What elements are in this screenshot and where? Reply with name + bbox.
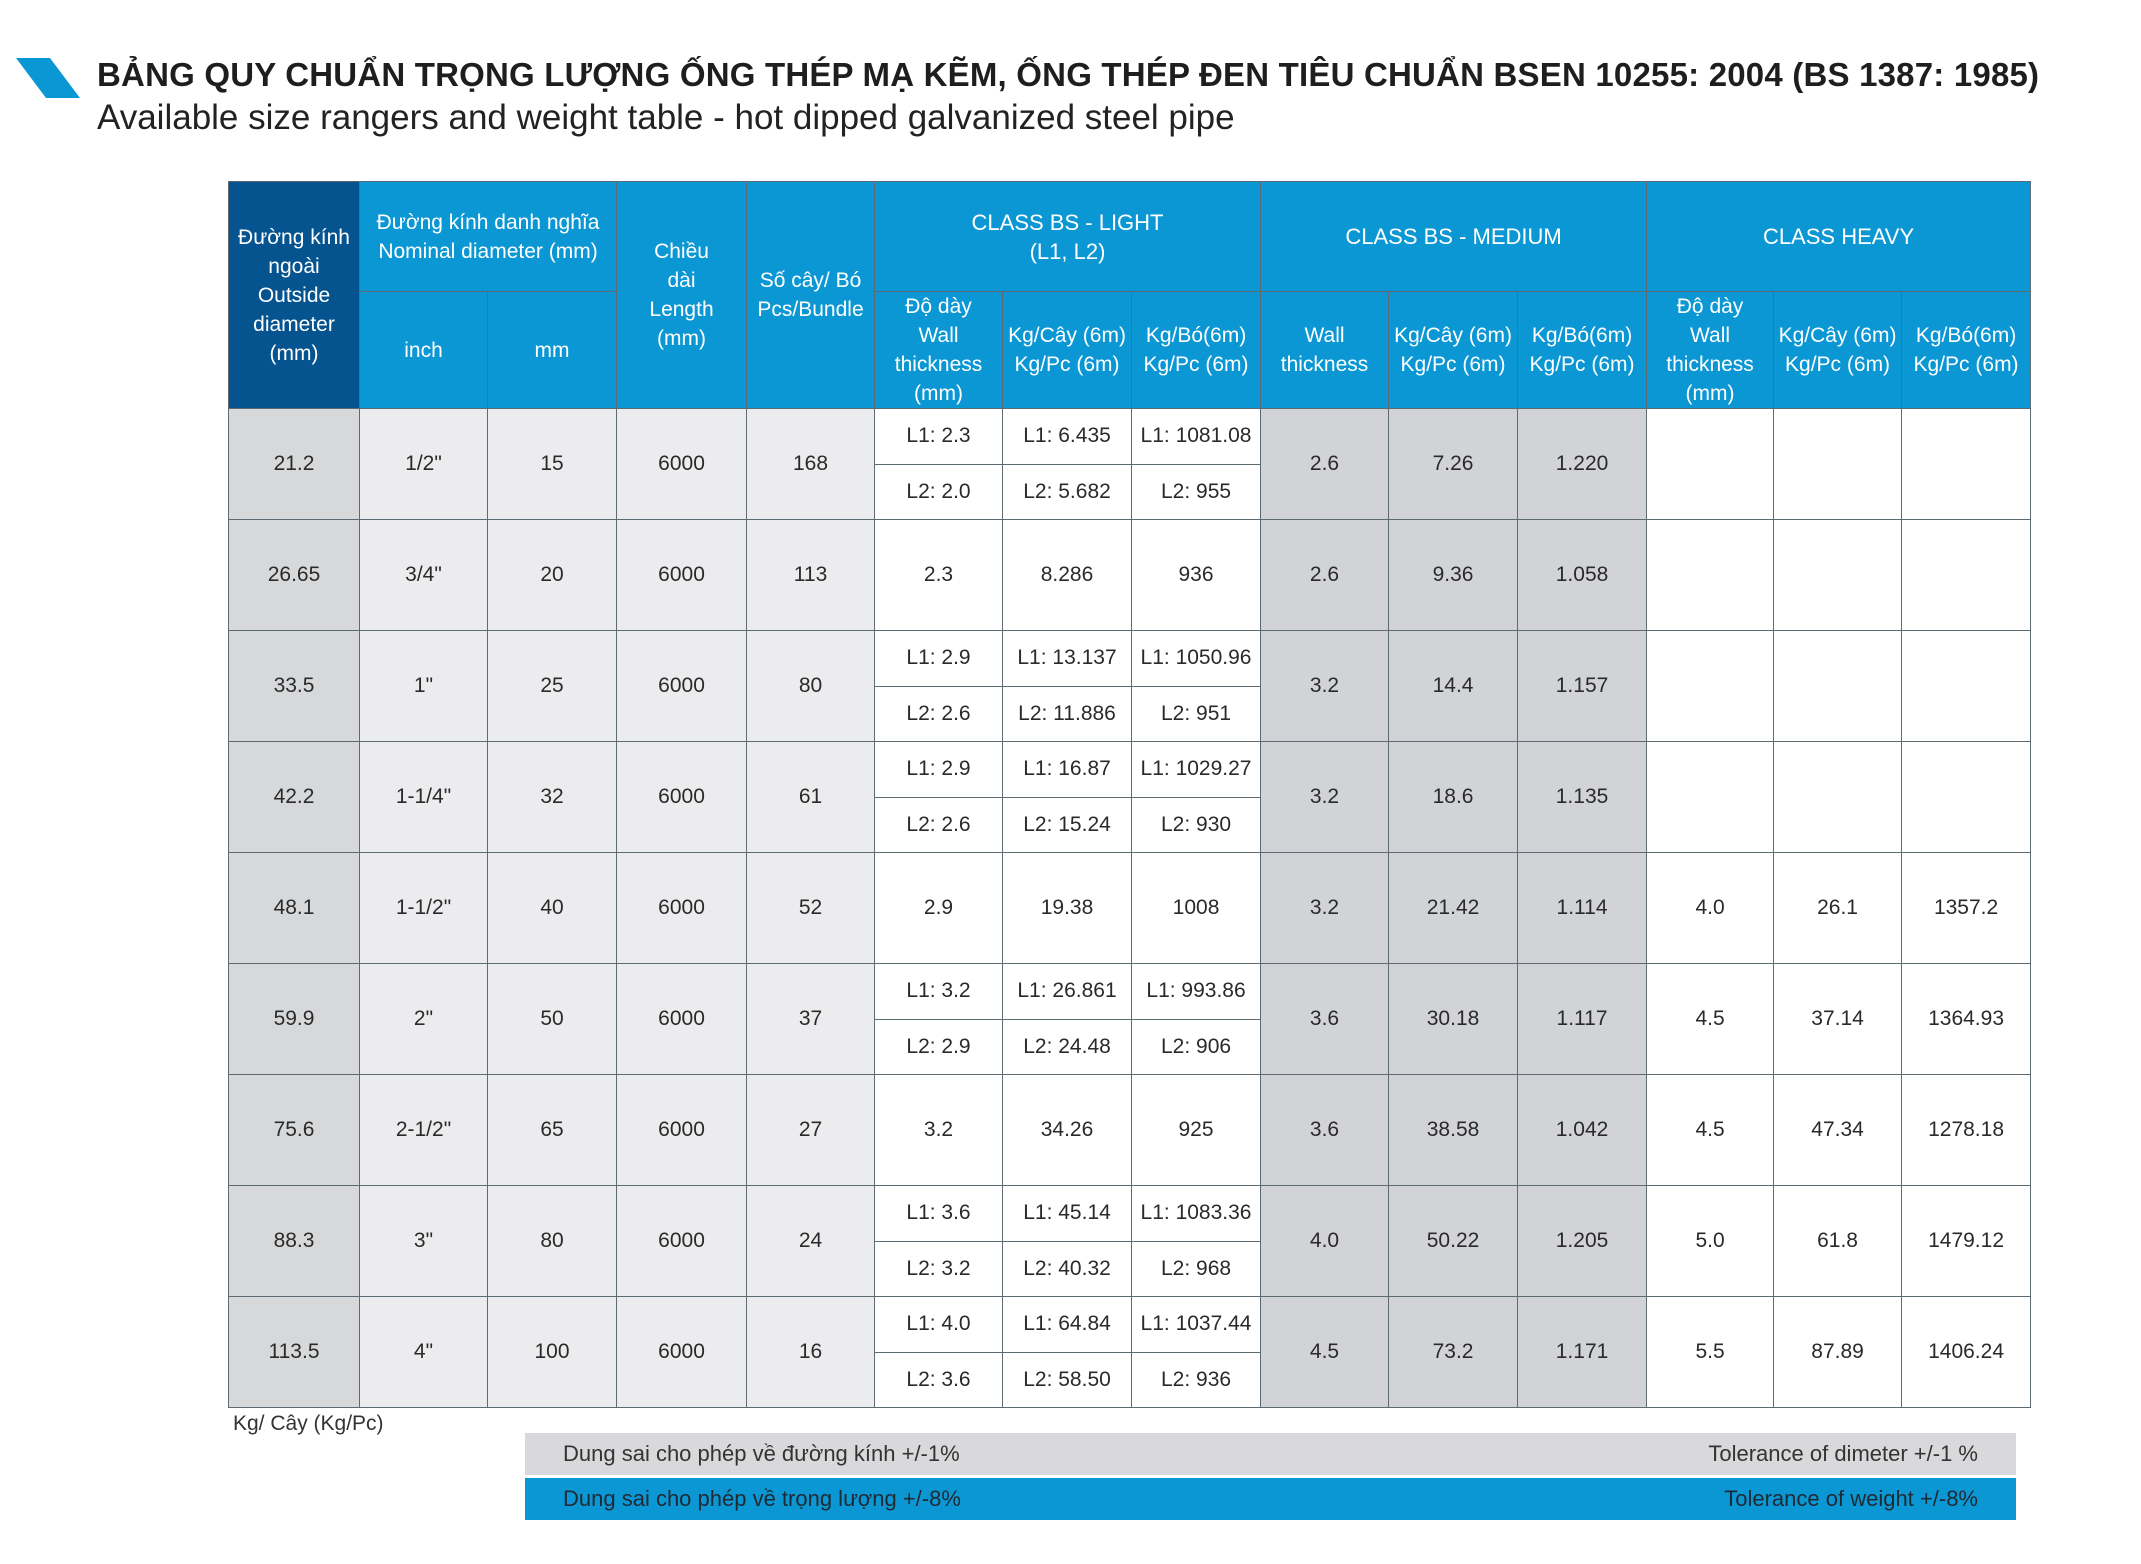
- header-medium-kg-pc: Kg/Cây (6m) Kg/Pc (6m): [1389, 292, 1518, 409]
- cell-heavy-kg-pc: [1774, 409, 1902, 520]
- cell-heavy-kg-bundle: [1902, 409, 2031, 520]
- cell-medium-wall: 2.6: [1261, 520, 1389, 631]
- cell-light-kg-bundle: 925: [1132, 1075, 1261, 1186]
- cell-medium-kg-bundle: 1.114: [1518, 853, 1647, 964]
- cell-heavy-kg-bundle: [1902, 742, 2031, 853]
- cell-heavy-wall: 5.0: [1647, 1186, 1774, 1297]
- page-title: BẢNG QUY CHUẨN TRỌNG LƯỢNG ỐNG THÉP MẠ KẼM, ỐNG THÉP ĐEN TIÊU CHUẨN BSEN 10255: 2004 (BS 1387: 1985): [97, 56, 2040, 93]
- cell-medium-wall: 4.0: [1261, 1186, 1389, 1297]
- cell-heavy-wall: 4.0: [1647, 853, 1774, 964]
- cell-heavy-kg-pc: 37.14: [1774, 964, 1902, 1075]
- cell-length: 6000: [617, 1186, 747, 1297]
- cell-heavy-kg-bundle: 1357.2: [1902, 853, 2031, 964]
- cell-light-kg-pc-l2: L2: 11.886: [1003, 686, 1132, 742]
- unit-note: Kg/ Cây (Kg/Pc): [233, 1412, 384, 1435]
- cell-light-kg-pc-l1: L1: 45.14: [1003, 1186, 1132, 1242]
- cell-light-kg-pc-l2: L2: 5.682: [1003, 464, 1132, 520]
- cell-light-kg-bundle-l2: L2: 951: [1132, 686, 1261, 742]
- header-heavy-kg-pc: Kg/Cây (6m) Kg/Pc (6m): [1774, 292, 1902, 409]
- cell-heavy-kg-pc: [1774, 520, 1902, 631]
- cell-heavy-kg-pc: [1774, 742, 1902, 853]
- header-heavy-kg-bundle: Kg/Bó(6m) Kg/Pc (6m): [1902, 292, 2031, 409]
- cell-light-wall: 2.9: [875, 853, 1003, 964]
- table-row: [229, 520, 2031, 631]
- cell-outside-diameter: 48.1: [229, 853, 360, 964]
- tolerance-weight-en: Tolerance of weight +/-8%: [1724, 1486, 1978, 1511]
- cell-pcs-bundle: 80: [747, 631, 875, 742]
- cell-light-kg-bundle-l2: L2: 906: [1132, 1019, 1261, 1075]
- cell-medium-kg-bundle: 1.135: [1518, 742, 1647, 853]
- cell-pcs-bundle: 27: [747, 1075, 875, 1186]
- cell-mm: 32: [488, 742, 617, 853]
- cell-light-kg-bundle-l1: L1: 1029.27: [1132, 742, 1261, 798]
- cell-light-kg-pc-l1: L1: 6.435: [1003, 409, 1132, 465]
- cell-outside-diameter: 75.6: [229, 1075, 360, 1186]
- cell-medium-wall: 3.2: [1261, 631, 1389, 742]
- cell-pcs-bundle: 24: [747, 1186, 875, 1297]
- cell-medium-wall: 3.2: [1261, 742, 1389, 853]
- title-stripe-icon: [16, 58, 80, 98]
- cell-length: 6000: [617, 853, 747, 964]
- cell-medium-kg-pc: 73.2: [1389, 1297, 1518, 1408]
- cell-light-kg-pc-l1: L1: 64.84: [1003, 1297, 1132, 1353]
- cell-outside-diameter: 42.2: [229, 742, 360, 853]
- cell-light-kg-bundle-l2: L2: 936: [1132, 1352, 1261, 1408]
- cell-outside-diameter: 113.5: [229, 1297, 360, 1408]
- cell-outside-diameter: 33.5: [229, 631, 360, 742]
- cell-inch: 1-1/2": [360, 853, 488, 964]
- cell-mm: 100: [488, 1297, 617, 1408]
- cell-heavy-kg-bundle: [1902, 520, 2031, 631]
- cell-medium-kg-bundle: 1.220: [1518, 409, 1647, 520]
- table-row: [229, 964, 2031, 1020]
- header-class-light: CLASS BS - LIGHT (L1, L2): [875, 182, 1261, 292]
- cell-pcs-bundle: 61: [747, 742, 875, 853]
- cell-inch: 3/4": [360, 520, 488, 631]
- table-row: [229, 1297, 2031, 1353]
- cell-light-wall-l2: L2: 2.6: [875, 686, 1003, 742]
- cell-light-wall-l1: L1: 3.2: [875, 964, 1003, 1020]
- cell-heavy-kg-bundle: 1364.93: [1902, 964, 2031, 1075]
- cell-medium-wall: 4.5: [1261, 1297, 1389, 1408]
- cell-pcs-bundle: 52: [747, 853, 875, 964]
- cell-mm: 50: [488, 964, 617, 1075]
- cell-mm: 65: [488, 1075, 617, 1186]
- cell-inch: 1": [360, 631, 488, 742]
- cell-light-kg-pc-l1: L1: 16.87: [1003, 742, 1132, 798]
- cell-medium-kg-pc: 18.6: [1389, 742, 1518, 853]
- cell-heavy-kg-bundle: 1278.18: [1902, 1075, 2031, 1186]
- cell-light-kg-bundle-l1: L1: 1081.08: [1132, 409, 1261, 465]
- cell-mm: 25: [488, 631, 617, 742]
- cell-length: 6000: [617, 631, 747, 742]
- cell-inch: 2": [360, 964, 488, 1075]
- cell-heavy-wall: [1647, 409, 1774, 520]
- header-class-medium: CLASS BS - MEDIUM: [1261, 182, 1647, 292]
- header-light-kg-pc: Kg/Cây (6m) Kg/Pc (6m): [1003, 292, 1132, 409]
- cell-light-wall-l2: L2: 2.9: [875, 1019, 1003, 1075]
- header-length: Chiều dài Length (mm): [617, 182, 747, 409]
- tolerance-weight-row: [525, 1478, 2016, 1520]
- cell-light-kg-bundle-l2: L2: 930: [1132, 797, 1261, 853]
- cell-light-wall-l1: L1: 2.3: [875, 409, 1003, 465]
- cell-medium-kg-bundle: 1.042: [1518, 1075, 1647, 1186]
- cell-light-wall-l1: L1: 2.9: [875, 631, 1003, 687]
- cell-light-kg-bundle-l1: L1: 1037.44: [1132, 1297, 1261, 1353]
- cell-length: 6000: [617, 964, 747, 1075]
- cell-medium-kg-pc: 30.18: [1389, 964, 1518, 1075]
- cell-mm: 80: [488, 1186, 617, 1297]
- cell-length: 6000: [617, 1297, 747, 1408]
- cell-mm: 15: [488, 409, 617, 520]
- cell-light-wall-l1: L1: 3.6: [875, 1186, 1003, 1242]
- header-heavy-wall: Độ dày Wall thickness (mm): [1647, 292, 1774, 409]
- tolerance-diameter-row: [525, 1433, 2016, 1475]
- table-row: [229, 409, 2031, 465]
- cell-heavy-kg-pc: 87.89: [1774, 1297, 1902, 1408]
- cell-length: 6000: [617, 742, 747, 853]
- cell-pcs-bundle: 37: [747, 964, 875, 1075]
- cell-heavy-kg-pc: 61.8: [1774, 1186, 1902, 1297]
- header-outside-diameter: Đường kính ngoài Outside diameter (mm): [229, 182, 360, 409]
- cell-light-kg-pc: 34.26: [1003, 1075, 1132, 1186]
- cell-medium-kg-pc: 50.22: [1389, 1186, 1518, 1297]
- cell-outside-diameter: 21.2: [229, 409, 360, 520]
- header-nominal-diameter: Đường kính danh nghĩa Nominal diameter (mm): [360, 182, 617, 292]
- header-light-kg-bundle: Kg/Bó(6m) Kg/Pc (6m): [1132, 292, 1261, 409]
- cell-medium-wall: 3.2: [1261, 853, 1389, 964]
- cell-outside-diameter: 26.65: [229, 520, 360, 631]
- cell-heavy-wall: [1647, 631, 1774, 742]
- cell-heavy-wall: 4.5: [1647, 964, 1774, 1075]
- table-row: [229, 1075, 2031, 1186]
- cell-heavy-kg-pc: 26.1: [1774, 853, 1902, 964]
- cell-light-wall: 3.2: [875, 1075, 1003, 1186]
- cell-light-kg-pc-l1: L1: 13.137: [1003, 631, 1132, 687]
- tolerance-diameter-vi: Dung sai cho phép về đường kính +/-1%: [563, 1441, 960, 1466]
- cell-light-kg-pc-l2: L2: 24.48: [1003, 1019, 1132, 1075]
- cell-light-kg-bundle-l2: L2: 968: [1132, 1241, 1261, 1297]
- header-pcs-bundle: Số cây/ Bó Pcs/Bundle: [747, 182, 875, 409]
- cell-light-wall-l2: L2: 2.6: [875, 797, 1003, 853]
- cell-light-wall-l2: L2: 2.0: [875, 464, 1003, 520]
- header-inch: inch: [360, 292, 488, 409]
- cell-medium-kg-bundle: 1.205: [1518, 1186, 1647, 1297]
- cell-outside-diameter: 59.9: [229, 964, 360, 1075]
- cell-heavy-wall: 4.5: [1647, 1075, 1774, 1186]
- cell-light-wall-l2: L2: 3.2: [875, 1241, 1003, 1297]
- cell-inch: 1/2": [360, 409, 488, 520]
- cell-medium-kg-pc: 21.42: [1389, 853, 1518, 964]
- cell-light-kg-pc-l2: L2: 15.24: [1003, 797, 1132, 853]
- header-class-heavy: CLASS HEAVY: [1647, 182, 2031, 292]
- cell-light-kg-bundle-l1: L1: 1050.96: [1132, 631, 1261, 687]
- cell-medium-kg-bundle: 1.157: [1518, 631, 1647, 742]
- cell-light-kg-bundle: 936: [1132, 520, 1261, 631]
- cell-mm: 20: [488, 520, 617, 631]
- table-row: [229, 631, 2031, 687]
- cell-medium-kg-bundle: 1.117: [1518, 964, 1647, 1075]
- cell-medium-wall: 2.6: [1261, 409, 1389, 520]
- cell-medium-wall: 3.6: [1261, 1075, 1389, 1186]
- cell-inch: 2-1/2": [360, 1075, 488, 1186]
- tolerance-weight-vi: Dung sai cho phép về trọng lượng +/-8%: [563, 1486, 961, 1511]
- cell-light-kg-pc-l2: L2: 58.50: [1003, 1352, 1132, 1408]
- cell-medium-kg-pc: 38.58: [1389, 1075, 1518, 1186]
- cell-heavy-wall: [1647, 520, 1774, 631]
- cell-light-kg-bundle-l2: L2: 955: [1132, 464, 1261, 520]
- cell-inch: 3": [360, 1186, 488, 1297]
- cell-mm: 40: [488, 853, 617, 964]
- cell-medium-kg-bundle: 1.058: [1518, 520, 1647, 631]
- cell-medium-kg-pc: 7.26: [1389, 409, 1518, 520]
- cell-heavy-wall: 5.5: [1647, 1297, 1774, 1408]
- table-row: [229, 742, 2031, 798]
- cell-medium-kg-bundle: 1.171: [1518, 1297, 1647, 1408]
- header-light-wall: Độ dày Wall thickness (mm): [875, 292, 1003, 409]
- cell-light-kg-bundle-l1: L1: 1083.36: [1132, 1186, 1261, 1242]
- cell-light-kg-pc-l2: L2: 40.32: [1003, 1241, 1132, 1297]
- cell-outside-diameter: 88.3: [229, 1186, 360, 1297]
- cell-inch: 1-1/4": [360, 742, 488, 853]
- cell-light-kg-pc-l1: L1: 26.861: [1003, 964, 1132, 1020]
- page-subtitle: Available size rangers and weight table - hot dipped galvanized steel pipe: [97, 98, 1235, 137]
- cell-light-kg-pc: 8.286: [1003, 520, 1132, 631]
- cell-pcs-bundle: 168: [747, 409, 875, 520]
- header-medium-wall: Wall thickness: [1261, 292, 1389, 409]
- cell-light-wall-l1: L1: 4.0: [875, 1297, 1003, 1353]
- cell-medium-kg-pc: 14.4: [1389, 631, 1518, 742]
- cell-heavy-kg-bundle: [1902, 631, 2031, 742]
- cell-light-kg-pc: 19.38: [1003, 853, 1132, 964]
- cell-light-kg-bundle: 1008: [1132, 853, 1261, 964]
- cell-heavy-kg-bundle: 1406.24: [1902, 1297, 2031, 1408]
- header-medium-kg-bundle: Kg/Bó(6m) Kg/Pc (6m): [1518, 292, 1647, 409]
- tolerance-diameter-en: Tolerance of dimeter +/-1 %: [1708, 1441, 1978, 1466]
- cell-light-kg-bundle-l1: L1: 993.86: [1132, 964, 1261, 1020]
- table-row: [229, 1186, 2031, 1242]
- cell-length: 6000: [617, 1075, 747, 1186]
- cell-light-wall-l2: L2: 3.6: [875, 1352, 1003, 1408]
- cell-heavy-wall: [1647, 742, 1774, 853]
- header-mm: mm: [488, 292, 617, 409]
- cell-length: 6000: [617, 520, 747, 631]
- cell-inch: 4": [360, 1297, 488, 1408]
- table-row: [229, 853, 2031, 964]
- cell-pcs-bundle: 113: [747, 520, 875, 631]
- cell-heavy-kg-pc: 47.34: [1774, 1075, 1902, 1186]
- cell-light-wall-l1: L1: 2.9: [875, 742, 1003, 798]
- cell-medium-wall: 3.6: [1261, 964, 1389, 1075]
- cell-heavy-kg-bundle: 1479.12: [1902, 1186, 2031, 1297]
- weight-table: [228, 181, 2031, 1408]
- cell-heavy-kg-pc: [1774, 631, 1902, 742]
- cell-pcs-bundle: 16: [747, 1297, 875, 1408]
- cell-medium-kg-pc: 9.36: [1389, 520, 1518, 631]
- cell-light-wall: 2.3: [875, 520, 1003, 631]
- cell-length: 6000: [617, 409, 747, 520]
